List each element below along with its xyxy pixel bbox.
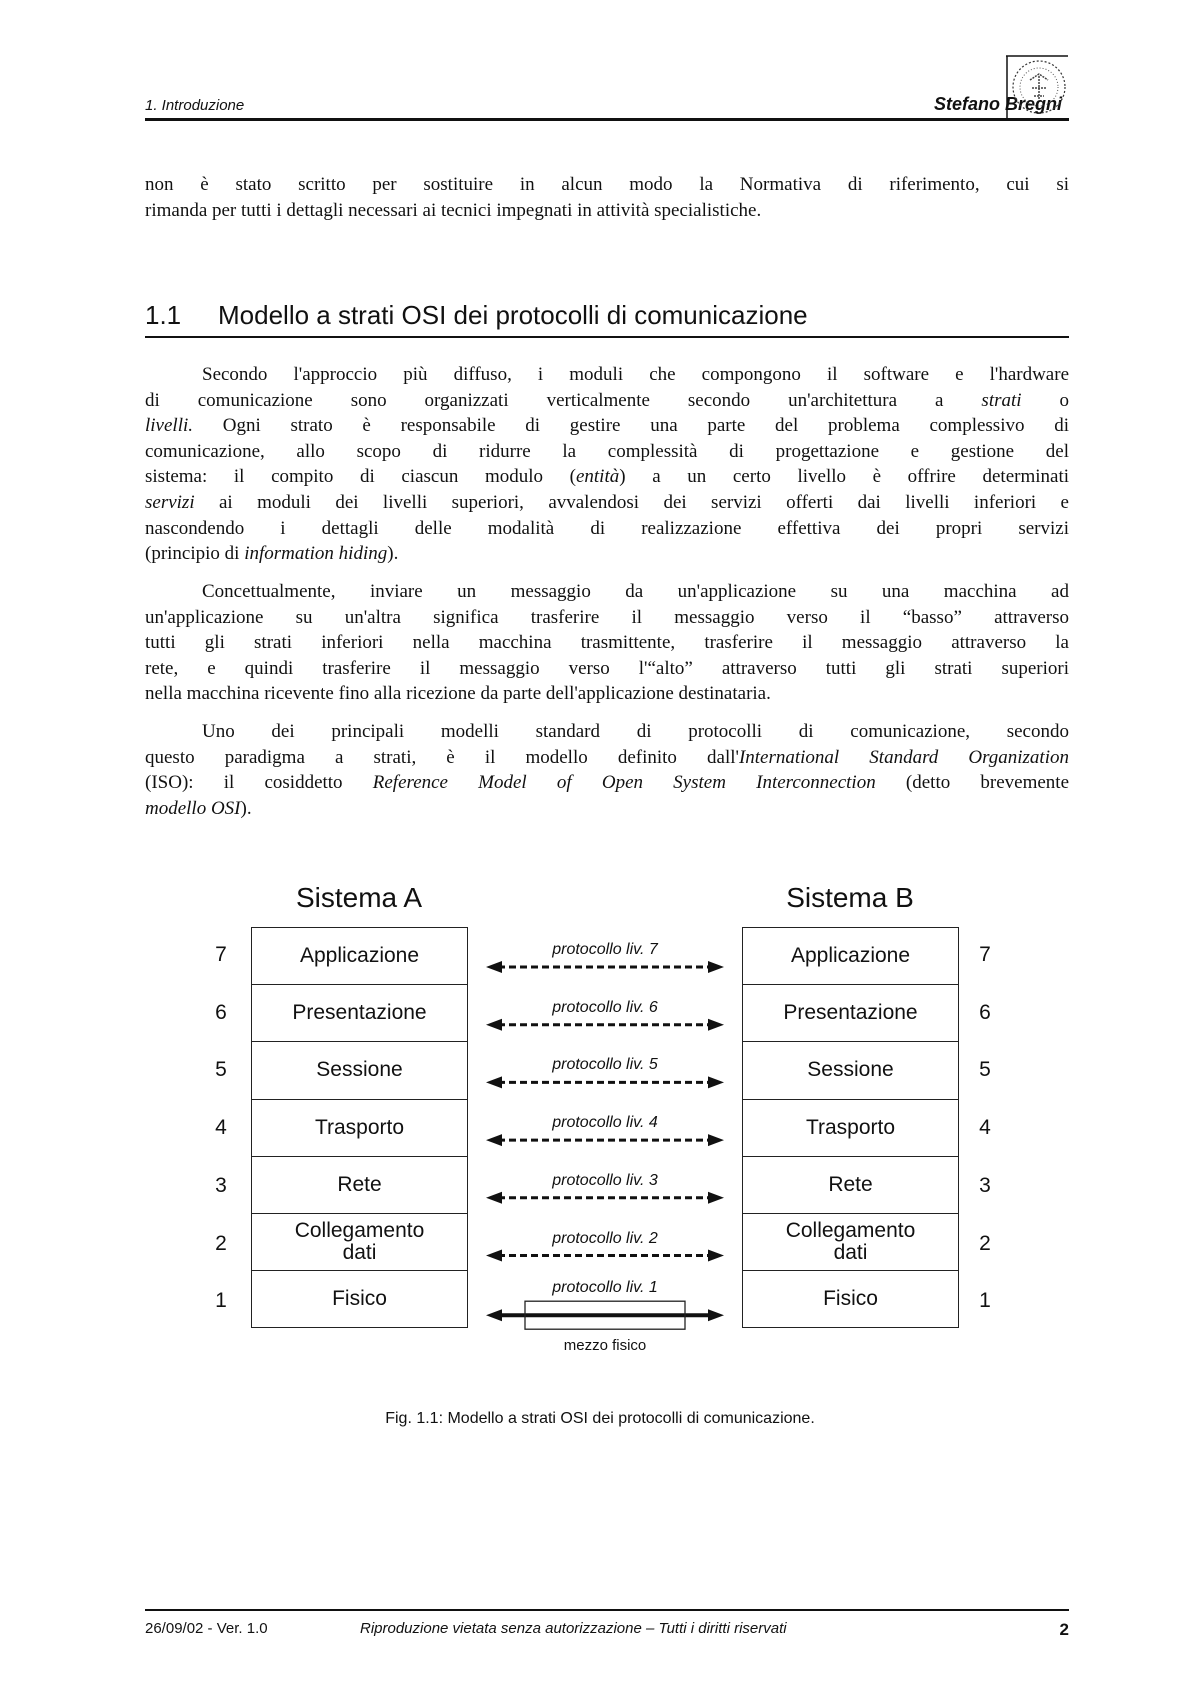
layer-number: 6 [979,1000,991,1024]
layer-a-4: Trasporto [252,1099,467,1156]
system-a-title: Sistema A [295,882,423,913]
system-b-title: Sistema B [786,882,914,913]
text-segment: non è stato scritto per sostituire in alcun modo la Normativa di riferimento, cui si [145,174,1069,195]
text-line [145,464,1069,490]
layer-b-5: Sessione [743,1041,958,1098]
text-line [145,516,1069,542]
header-rule [145,118,1069,121]
layer-number: 5 [215,1058,227,1082]
layer-number: 4 [979,1116,991,1140]
running-header-chapter: 1. Introduzione [145,97,245,114]
text-segment: nascondendo i dettagli delle modalità di realizzazione effettiva dei propri servizi [145,517,1069,539]
protocol-label: protocollo liv. 7 [552,941,658,958]
text-segment: ai moduli dei livelli superiori, avvalendosi dei servizi offerti dai livelli inferiori e [194,491,1069,513]
protocol-label: protocollo liv. 1 [552,1279,658,1297]
text-segment: sistema: il compito di ciascun modulo ( [145,466,576,488]
text-segment: (detto brevemente [875,772,1069,794]
arrow-head-left-icon [486,1192,502,1204]
text-line [145,198,1069,224]
text-line [145,605,1069,631]
protocol-label: protocollo liv. 5 [552,1056,658,1074]
text-segment: di comunicazione sono organizzati verticalmente secondo un'architettura a [145,389,982,411]
text-segment: comunicazione, allo scopo di ridurre la complessità di progettazione e gestione del [145,440,1069,462]
italic-text: strati [981,389,1022,411]
layer-number: 7 [979,943,991,966]
arrow-head-right-icon [708,1134,724,1146]
text-segment: (ISO): il cosiddetto [145,772,373,794]
physical-medium-label: mezzo fisico [563,1337,647,1354]
text-line [145,656,1069,682]
page-number: 2 [1059,1620,1069,1639]
layer-number: 1 [979,1289,991,1313]
layer-a-5: Sessione [252,1041,467,1098]
layer-b-3: Rete [743,1156,958,1213]
paragraph [145,362,1069,567]
arrow-head-right-icon [708,961,724,973]
text-segment: nella macchina ricevente fino alla ricezione da parte dell'applicazione destinataria. [145,683,771,705]
italic-text: entità [575,466,620,488]
layer-b-6: Presentazione [743,984,958,1041]
italic-text: servizi [145,491,195,513]
arrow-head-left-icon [486,961,502,973]
layer-b-2: Collegamento dati [743,1213,958,1270]
text-segment: (principio di [145,543,245,565]
text-line [145,579,1069,605]
text-line [145,172,1069,198]
text-segment: tutti gli strati inferiori nella macchina trasmittente, trasferire il messaggio attraverso la [145,632,1069,654]
protocol-label: protocollo liv. 2 [552,1229,658,1247]
layer-number: 5 [979,1058,991,1082]
layer-a-3: Rete [252,1156,467,1213]
text-line [145,388,1069,414]
footer-date-version: 26/09/02 - Ver. 1.0 [145,1620,268,1637]
text-segment: ). [387,543,399,565]
text-segment: questo paradigma a strati, è il modello definito dall' [145,746,739,768]
text-line [145,719,1069,745]
protocol-label: protocollo liv. 4 [552,1114,658,1132]
intro-paragraph [145,172,1069,223]
text-line [145,681,1069,707]
text-line [145,745,1069,771]
layer-number: 6 [215,1000,227,1024]
text-line [145,490,1069,516]
layer-number: 3 [979,1173,991,1197]
running-header-author: Stefano Bregni [933,94,1062,114]
arrow-head-left-icon [486,1309,502,1321]
layer-a-7: Applicazione [299,944,420,968]
text-line [145,770,1069,796]
italic-text: International Standard Organization [738,746,1069,768]
text-segment: Concettualmente, inviare un messaggio da un'applicazione su una macchina ad [202,581,1069,602]
italic-text: livelli. [145,415,194,437]
layer-number: 2 [979,1231,991,1255]
text-segment: o [1021,389,1069,411]
layer-a-2: Collegamento dati [252,1213,467,1270]
layer-number: 3 [215,1173,227,1197]
layer-number: 4 [215,1116,227,1140]
arrow-head-right-icon [708,1250,724,1262]
text-line [145,439,1069,465]
figure-caption: Fig. 1.1: Modello a strati OSI dei protocolli di comunicazione. [385,1410,815,1427]
text-segment: Ogni strato è responsabile di gestire una parte del problema complessivo di [193,415,1069,437]
section-title: Modello a strati OSI dei protocolli di comunicazione [218,300,808,330]
arrow-head-right-icon [708,1309,724,1321]
text-segment: rimanda per tutti i dettagli necessari ai tecnici impegnati in attività specialistiche. [145,199,762,221]
italic-text: information hiding [244,543,388,565]
arrow-head-left-icon [486,1076,502,1088]
paragraph [145,579,1069,707]
layer-b-1: Fisico [743,1270,958,1327]
text-line [145,796,1069,822]
section-number: 1.1 [145,300,182,330]
paragraph [145,719,1069,821]
section-rule [145,336,1069,338]
system-a-stack [251,927,468,1328]
italic-text: Reference Model of Open System Interconnection [372,772,876,794]
layer-a-6: Presentazione [252,984,467,1041]
text-segment: ) a un certo livello è offrire determinati [619,466,1069,488]
layer-b-7: Applicazione [790,944,911,968]
text-segment: Uno dei principali modelli standard di protocolli di comunicazione, secondo [202,721,1069,742]
arrow-head-right-icon [708,1076,724,1088]
system-b-stack [742,927,959,1328]
text-segment: un'applicazione su un'altra significa trasferire il messaggio verso il “basso” attraverso [145,606,1069,628]
layer-number: 1 [215,1289,227,1313]
arrow-head-left-icon [486,1019,502,1031]
protocol-label: protocollo liv. 3 [552,1171,658,1189]
footer-notice: Riproduzione vietata senza autorizzazione – Tutti i diritti riservati [360,1620,787,1637]
university-seal-logo [1006,54,1068,118]
arrow-head-right-icon [708,1192,724,1204]
text-segment: ). [240,797,252,819]
layer-b-4: Trasporto [743,1099,958,1156]
arrow-head-left-icon [486,1134,502,1146]
text-line [145,413,1069,439]
arrow-head-right-icon [708,1019,724,1031]
arrow-head-left-icon [486,1250,502,1262]
text-segment: Secondo l'approccio più diffuso, i moduli che compongono il software e l'hardware [202,364,1069,385]
text-line [145,541,1069,567]
italic-text: modello OSI [145,797,241,819]
protocol-label: protocollo liv. 6 [552,998,658,1016]
layer-number: 2 [215,1231,227,1255]
layer-number: 7 [215,943,227,966]
text-line [145,362,1069,388]
text-segment: rete, e quindi trasferire il messaggio verso l'“alto” attraverso tutti gli strati superiori [145,657,1069,679]
footer-rule [145,1609,1069,1611]
text-line [145,630,1069,656]
layer-a-1: Fisico [252,1270,467,1327]
